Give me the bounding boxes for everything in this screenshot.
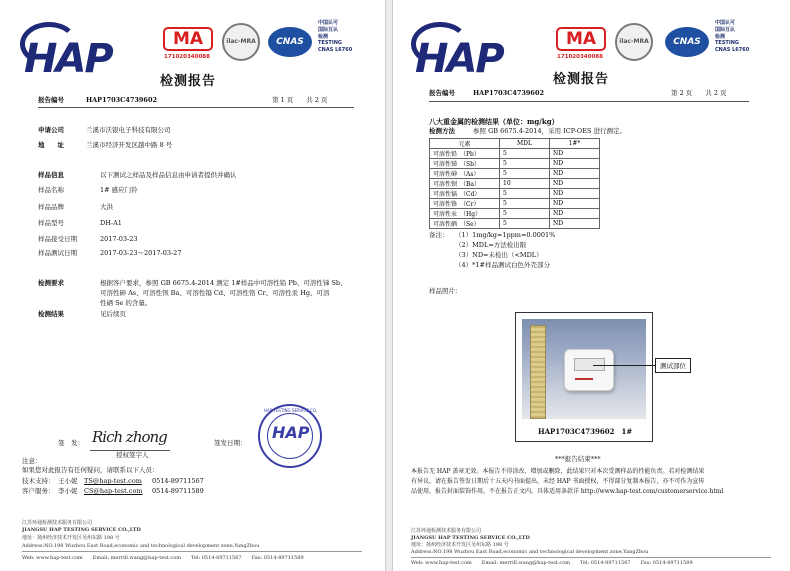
field-label: 样品型号 [38, 219, 64, 227]
footer-line: Address:NO.198 Wuzhou East Road,economic and technological development zone,YangZhou [22, 543, 260, 549]
column-header: 元素 [430, 139, 500, 149]
table-cell: 可溶性镉 （Cd） [430, 189, 500, 199]
table-cell: 5 [500, 169, 550, 179]
ilac-logo: ilac-MRA [222, 23, 260, 61]
cnas-logo: CNAS [665, 27, 709, 57]
footer-line: 地址：扬州经济技术开发区吴州东路 198 号 [22, 535, 120, 541]
requirement-line: 可溶性砷 As、可溶性钡 Ba、可溶性镉 Cd、可溶性铬 Cr、可溶性汞 Hg、可溶 [100, 289, 330, 297]
table-cell: 可溶性铅 （Pb） [430, 149, 500, 159]
field-value: 大洪 [100, 203, 113, 211]
ma-logo: MA [556, 27, 606, 51]
issue-date-label: 签发日期： [214, 439, 247, 447]
table-cell: 5 [500, 209, 550, 219]
contact-name: 李小妮 [58, 487, 78, 495]
doorbell-device [564, 349, 614, 391]
metal-results-table [429, 138, 600, 229]
remark-line: （3）ND=未检出（<MDL） [455, 251, 543, 259]
authorized-signer: 授权签字人 [116, 451, 149, 459]
table-cell: ND [550, 159, 600, 169]
footer-line: 江苏环通检测技术服务有限公司 [411, 528, 482, 534]
method-label: 检测方法 [429, 127, 455, 135]
footer-divider [22, 551, 362, 552]
contact-role: 技术支持： [22, 477, 55, 485]
table-row [430, 209, 600, 219]
stamp-logo: HAP [272, 423, 310, 442]
field-value: 2017-03-23 [100, 235, 138, 243]
method: 参照 GB 6675.4-2014，采用 ICP-OES 进行测定。 [473, 127, 626, 135]
table-cell: ND [550, 169, 600, 179]
field-label: 样品测试日期 [38, 249, 77, 257]
page-number: 第 2 页 共 2 页 [671, 89, 727, 97]
cnas-text: 中国认可 国际互认 检测 TESTING CNAS L6760 [318, 20, 353, 53]
table-cell: ND [550, 199, 600, 209]
section-title: 八大重金属的检测结果（单位：mg/kg） [429, 117, 559, 126]
sample-photo [522, 319, 646, 419]
table-cell: ND [550, 209, 600, 219]
field-label: 样品接受日期 [38, 235, 77, 243]
result-label: 检测结果 [38, 310, 64, 318]
column-header: 1#* [550, 139, 600, 149]
contact-phone: 0514-89711589 [152, 487, 204, 495]
page-title: 检测报告 [160, 74, 217, 89]
remarks-label: 备注： [429, 231, 449, 239]
sample-info: 以下测试之样品及样品信息由申请者提供并确认 [100, 171, 237, 179]
table-cell: 5 [500, 159, 550, 169]
table-cell: ND [550, 179, 600, 189]
table-cell: 可溶性硒 （Se） [430, 219, 500, 229]
page-number: 第 1 页 共 2 页 [272, 96, 328, 104]
footer-line: JIANGSU HAP TESTING SERVICE CO.,LTD [22, 527, 141, 533]
table-row [430, 199, 600, 209]
footer-line: Web: www.hap-test.com Email: merrill.wang@hap-test.com Tel: 0514-89711567 Fax: 0514-89711589 [22, 555, 304, 561]
photo-label: 样品照片： [429, 287, 462, 295]
applicant: 兰溪市沃银电子科技有限公司 [86, 126, 171, 134]
footer-line: Address:NO.198 Wuzhou East Road,economic and technological development zone,YangZhou [411, 549, 649, 555]
signature: Rich zhong [92, 428, 167, 446]
table-cell: 可溶性汞 （Hg） [430, 209, 500, 219]
contact-email[interactable]: CS@hap-test.com [84, 487, 143, 495]
address-label: 地 址 [38, 141, 64, 149]
report-no-label: 报告编号 [429, 89, 455, 97]
ma-code: 171020340088 [557, 54, 603, 60]
footer-line: 江苏环通检测技术服务有限公司 [22, 520, 93, 526]
address: 兰溪市经济开发区越中路 8 号 [86, 141, 173, 149]
table-cell: 5 [500, 199, 550, 209]
photo-caption: HAP1703C4739602 1# [538, 427, 633, 436]
callout-label: 测试部位 [655, 358, 691, 373]
footer-line: 地址：扬州经济技术开发区吴州东路 198 号 [411, 542, 509, 548]
remark-line: （4）*1#样品测试白色外壳部分 [455, 261, 550, 269]
remark-line: （1）1mg/kg=1ppm=0.0001% [455, 231, 556, 239]
contact-email[interactable]: TS@hap-test.com [84, 477, 142, 485]
cnas-text: 中国认可 国际互认 检测 TESTING CNAS L6760 [715, 20, 750, 53]
report-no: HAP1703C4739602 [86, 96, 157, 104]
table-cell: ND [550, 149, 600, 159]
footer-divider [411, 557, 771, 558]
contact-name: 王小妮 [58, 477, 78, 485]
result: 见后续页 [100, 310, 126, 318]
table-cell: 可溶性铬 （Cr） [430, 199, 500, 209]
ilac-logo: ilac-MRA [615, 23, 653, 61]
contact-phone: 0514-89711567 [152, 477, 204, 485]
cnas-logo: CNAS [268, 27, 312, 57]
field-value: DH-A1 [100, 219, 122, 227]
applicant-label: 申请公司 [38, 126, 64, 134]
footer-line: JIANGSU HAP TESTING SERVICE CO.,LTD [411, 535, 530, 541]
ma-code: 171020340088 [164, 54, 210, 60]
table-cell: 可溶性砷 （As） [430, 169, 500, 179]
report-no: HAP1703C4739602 [473, 89, 544, 97]
stamp-ring-text: HAP TESTING SERVICE CO. [264, 408, 318, 413]
disclaimer-line: 有异议，请在报告签发日期后十五天内书面提出，未经 HAP 书面授权，不得部分复制本报告，亦不可作为宣传 [411, 478, 705, 485]
contact-role: 客户服务： [22, 487, 55, 495]
table-cell: 可溶性锑 （Sb） [430, 159, 500, 169]
disclaimer-line: 品使用，报告封面装饰作用，不在报告正文内。具体适用条款详 http://www.hap-test.com/customerservice.html [411, 488, 724, 495]
requirement-line: 根据客户要求，参照 GB 6675.4-2014 测定 1#样品中可溶性铅 Pb、可溶性锑 Sb、 [100, 279, 347, 287]
table-row [430, 219, 600, 229]
table-cell: ND [550, 189, 600, 199]
callout-line [593, 365, 655, 366]
hap-logo: HAP [24, 36, 112, 82]
table-cell: 5 [500, 219, 550, 229]
table-row [430, 189, 600, 199]
report-page-2 [392, 0, 790, 571]
table-row [430, 179, 600, 189]
ma-logo: MA [163, 27, 213, 51]
disclaimer-line: 本报告无 HAP 盖章无效。本报告不得涂改，增加或删除，此结果只对本次受测样品的性能负责。若对检测结果 [411, 468, 705, 475]
sample-info-label: 样品信息 [38, 171, 64, 179]
requirement-line: 性硒 Se 的含量。 [100, 299, 152, 307]
table-cell: ND [550, 219, 600, 229]
table-row [430, 159, 600, 169]
divider [38, 107, 354, 108]
table-cell: 10 [500, 179, 550, 189]
ruler [530, 325, 546, 419]
sample-photo-frame [515, 312, 653, 442]
table-cell: 5 [500, 149, 550, 159]
remark-line: （2）MDL=方法检出限 [455, 241, 527, 249]
page-title: 检测报告 [553, 72, 610, 87]
table-row [430, 149, 600, 159]
report-end: ***报告结束*** [555, 455, 601, 463]
column-header: MDL [500, 139, 550, 149]
report-page-1 [0, 0, 386, 571]
notes-title: 注意： [22, 457, 42, 465]
footer-line: Web: www.hap-test.com Email: merrill.wang@hap-test.com Tel: 0514-89711567 Fax: 0514-89711589 [411, 560, 693, 566]
field-label: 样品名称 [38, 186, 64, 194]
table-row [430, 169, 600, 179]
issue-label: 签 发： [58, 439, 84, 447]
notes-line: 如果您对此报告有任何疑问，请联系以下人员： [22, 466, 159, 474]
table-header-row [430, 139, 600, 149]
requirement-label: 检测要求 [38, 279, 64, 287]
field-label: 样品品牌 [38, 203, 64, 211]
field-value: 2017-03-23～2017-03-27 [100, 249, 182, 257]
divider [429, 101, 749, 102]
company-stamp [258, 404, 322, 468]
hap-logo: HAP [415, 36, 503, 82]
field-value: 1# 感应门铃 [100, 186, 138, 194]
report-no-label: 报告编号 [38, 96, 64, 104]
table-cell: 5 [500, 189, 550, 199]
table-cell: 可溶性钡 （Ba） [430, 179, 500, 189]
